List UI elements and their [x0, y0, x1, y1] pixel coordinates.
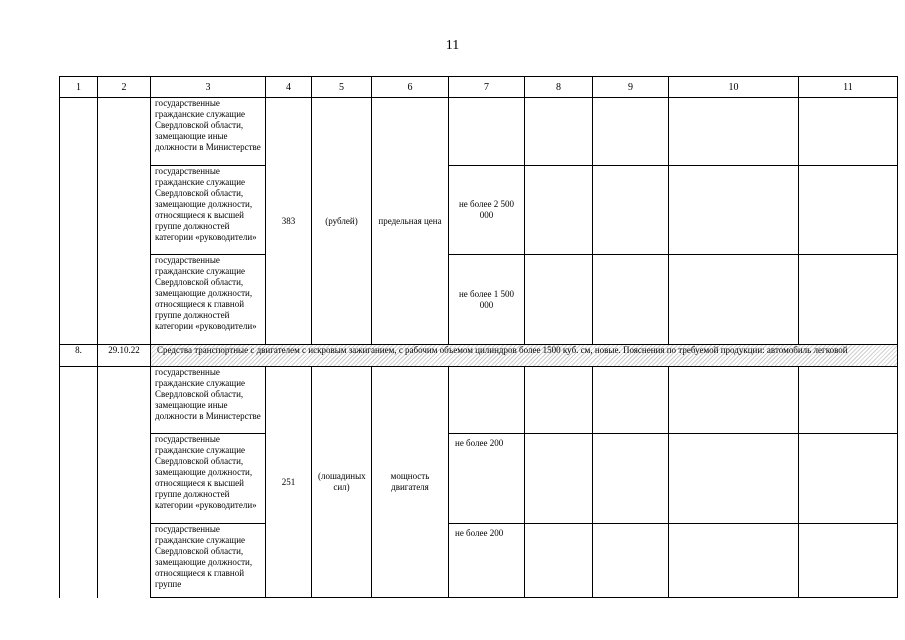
table-row: [60, 367, 898, 434]
row-number-cell: [60, 98, 98, 345]
characteristic-cell: мощность двигателя: [372, 367, 449, 598]
table-row: [60, 98, 898, 166]
column-header: 9: [593, 77, 669, 98]
empty-cell: [525, 166, 593, 255]
table-row: [60, 166, 898, 255]
empty-cell: [669, 524, 799, 598]
empty-cell: [525, 524, 593, 598]
column-header: 5: [312, 77, 372, 98]
table-row: [60, 524, 898, 598]
category-cell: государственные гражданские служащие Свердловской области, замещающие должности, относящиеся к высшей группе должностей категории «руководители»: [151, 166, 266, 255]
empty-cell: [799, 367, 898, 434]
unit-name-cell: (рублей): [312, 98, 372, 345]
requirements-table: [59, 76, 898, 598]
empty-cell: [525, 255, 593, 345]
empty-cell: [799, 255, 898, 345]
product-description-cell: Средства транспортные с двигателем с искровым зажиганием, с рабочим объемом цилиндров более 1500 куб. см, новые. Пояснения по требуемой продукции: автомобиль легковой: [151, 345, 898, 367]
table-header-row: [60, 77, 898, 98]
table-row: [60, 255, 898, 345]
empty-cell: [525, 98, 593, 166]
empty-cell: [669, 255, 799, 345]
empty-cell: [525, 434, 593, 524]
empty-cell: [799, 166, 898, 255]
value-cell: [449, 367, 525, 434]
empty-cell: [669, 98, 799, 166]
value-cell: не более 2 500 000: [449, 166, 525, 255]
value-cell: не более 1 500 000: [449, 255, 525, 345]
empty-cell: [669, 434, 799, 524]
empty-cell: [593, 367, 669, 434]
category-cell: государственные гражданские служащие Свердловской области, замещающие должности, относящиеся к главной группе должностей категории «руководители»: [151, 255, 266, 345]
column-header: 4: [266, 77, 312, 98]
column-header: 10: [669, 77, 799, 98]
empty-cell: [799, 434, 898, 524]
column-header: 2: [98, 77, 151, 98]
row-number-cell: 8.: [60, 345, 98, 367]
empty-cell: [593, 255, 669, 345]
okpd-code-cell: [98, 367, 151, 598]
empty-cell: [669, 367, 799, 434]
value-cell: не более 200: [449, 434, 525, 524]
category-cell: государственные гражданские служащие Свердловской области, замещающие должности, относящиеся к высшей группе должностей категории «руководители»: [151, 434, 266, 524]
section-header-row: [60, 345, 898, 367]
empty-cell: [593, 98, 669, 166]
empty-cell: [799, 524, 898, 598]
okpd-code-cell: [98, 98, 151, 345]
empty-cell: [799, 98, 898, 166]
value-cell: не более 200: [449, 524, 525, 598]
empty-cell: [593, 434, 669, 524]
category-cell: государственные гражданские служащие Свердловской области, замещающие иные должности в Министерстве: [151, 367, 266, 434]
unit-name-cell: (лошадиных сил): [312, 367, 372, 598]
empty-cell: [525, 367, 593, 434]
column-header: 3: [151, 77, 266, 98]
column-header: 8: [525, 77, 593, 98]
column-header: 11: [799, 77, 898, 98]
okpd-code-cell: 29.10.22: [98, 345, 151, 367]
empty-cell: [593, 166, 669, 255]
page-number: 11: [445, 38, 460, 53]
empty-cell: [669, 166, 799, 255]
category-cell: государственные гражданские служащие Свердловской области, замещающие иные должности в Министерстве: [151, 98, 266, 166]
characteristic-cell: предельная цена: [372, 98, 449, 345]
empty-cell: [593, 524, 669, 598]
column-header: 7: [449, 77, 525, 98]
category-cell: государственные гражданские служащие Свердловской области, замещающие должности, относящиеся к главной группе: [151, 524, 266, 598]
unit-code-cell: 251: [266, 367, 312, 598]
row-number-cell: [60, 367, 98, 598]
unit-code-cell: 383: [266, 98, 312, 345]
table-row: [60, 434, 898, 524]
column-header: 1: [60, 77, 98, 98]
column-header: 6: [372, 77, 449, 98]
value-cell: [449, 98, 525, 166]
